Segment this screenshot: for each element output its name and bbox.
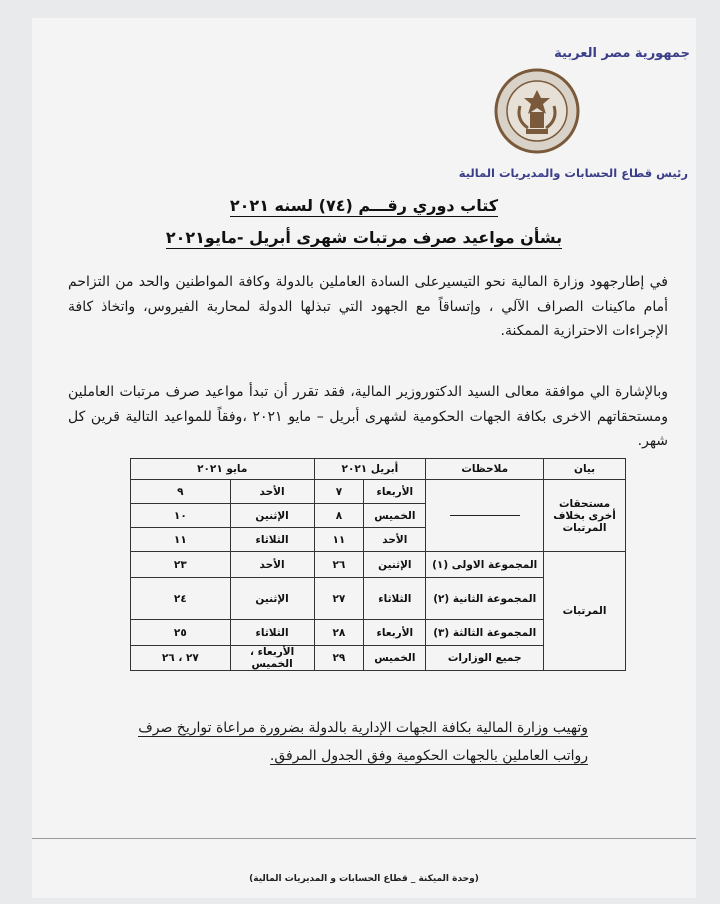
april-day: الخميس (364, 646, 426, 671)
table-header-row (131, 459, 626, 480)
ministry-seal-icon (494, 68, 580, 154)
april-date: ١١ (314, 528, 364, 552)
header-sector: رئيس قطاع الحسابات والمديريات المالية (458, 166, 688, 180)
may-day: الثلاثاء (230, 528, 314, 552)
may-date: ٢٥ (131, 620, 231, 646)
may-date: ١١ (131, 528, 231, 552)
circular-number-title: كتاب دوري رقـــم (٧٤) لسنه ٢٠٢١ (229, 196, 499, 215)
footer-divider (32, 838, 696, 839)
row-note: جميع الوزارات (426, 646, 544, 671)
closing-line-2: رواتب العاملين بالجهات الحكومية وفق الجدول المرفق. (269, 748, 588, 764)
closing-line-1: وتهيب وزارة المالية بكافة الجهات الإدارية بالدولة بضرورة مراعاة تواريخ صرف (138, 720, 588, 736)
table-row (131, 480, 626, 504)
header-may: مايو ٢٠٢١ (131, 459, 315, 480)
april-date: ٢٦ (314, 552, 364, 578)
april-date: ٨ (314, 504, 364, 528)
row-note: المجموعة الثانية (٢) (426, 578, 544, 620)
circular-subject-title: بشأن مواعيد صرف مرتبات شهرى أبريل -مايو٢٠٢١ (165, 228, 563, 247)
may-date: ٢٤ (131, 578, 231, 620)
footer-text: (وحدة الميكنة _ قطاع الحسابات و المديريات المالية) (249, 874, 479, 884)
header-country: جمهورية مصر العربية (554, 46, 690, 61)
april-date: ٢٨ (314, 620, 364, 646)
may-day: الإثنين (230, 578, 314, 620)
april-day: الأربعاء (364, 620, 426, 646)
closing-paragraph (68, 714, 588, 770)
may-day: الأربعاء ، الخميس (230, 646, 314, 671)
may-date: ١٠ (131, 504, 231, 528)
group-other-dues: مستحقات أخرى بخلاف المرتبات (544, 480, 626, 552)
document-page (32, 18, 696, 898)
may-date: ٩ (131, 480, 231, 504)
header-notes: ملاحظات (426, 459, 544, 480)
may-day: الثلاثاء (230, 620, 314, 646)
header-bayan: بيان (544, 459, 626, 480)
april-day: الإثنين (364, 552, 426, 578)
header-april: أبريل ٢٠٢١ (314, 459, 426, 480)
may-date: ٢٧ ، ٢٦ (131, 646, 231, 671)
april-date: ٢٧ (314, 578, 364, 620)
notes-dash (426, 480, 544, 552)
may-date: ٢٣ (131, 552, 231, 578)
april-day: الثلاثاء (364, 578, 426, 620)
may-day: الأحد (230, 552, 314, 578)
paragraph-2: وبالإشارة الي موافقة معالى السيد الدكتوروزير المالية، فقد تقرر أن تبدأ مواعيد صرف مرتبات العاملين ومستحقاتهم الاخرى بكافة الجهات الحكومية لشهرى أبريل – مايو ٢٠٢١ ،وفقاً للمواعيد التالية قرين كل شهر. (68, 384, 668, 449)
april-day: الخميس (364, 504, 426, 528)
april-date: ٧ (314, 480, 364, 504)
table-row (131, 552, 626, 578)
may-day: الإثنين (230, 504, 314, 528)
row-note: المجموعة الثالثة (٣) (426, 620, 544, 646)
may-day: الأحد (230, 480, 314, 504)
april-day: الأربعاء (364, 480, 426, 504)
april-day: الأحد (364, 528, 426, 552)
row-note: المجموعة الاولى (١) (426, 552, 544, 578)
group-salaries: المرتبات (544, 552, 626, 671)
paragraph-1: في إطارجهود وزارة المالية نحو التيسيرعلى السادة العاملين بالدولة وكافة المواطنين والحد من التزاحم أمام ماكينات الصراف الآلي ، وإتساقاً مع الجهود التي تبذلها الدولة لمحاربة الفيروس، واتخاذ كافة الإجراءات الاحترازية الممكنة. (68, 274, 668, 339)
salary-schedule-table (130, 458, 626, 671)
april-date: ٢٩ (314, 646, 364, 671)
